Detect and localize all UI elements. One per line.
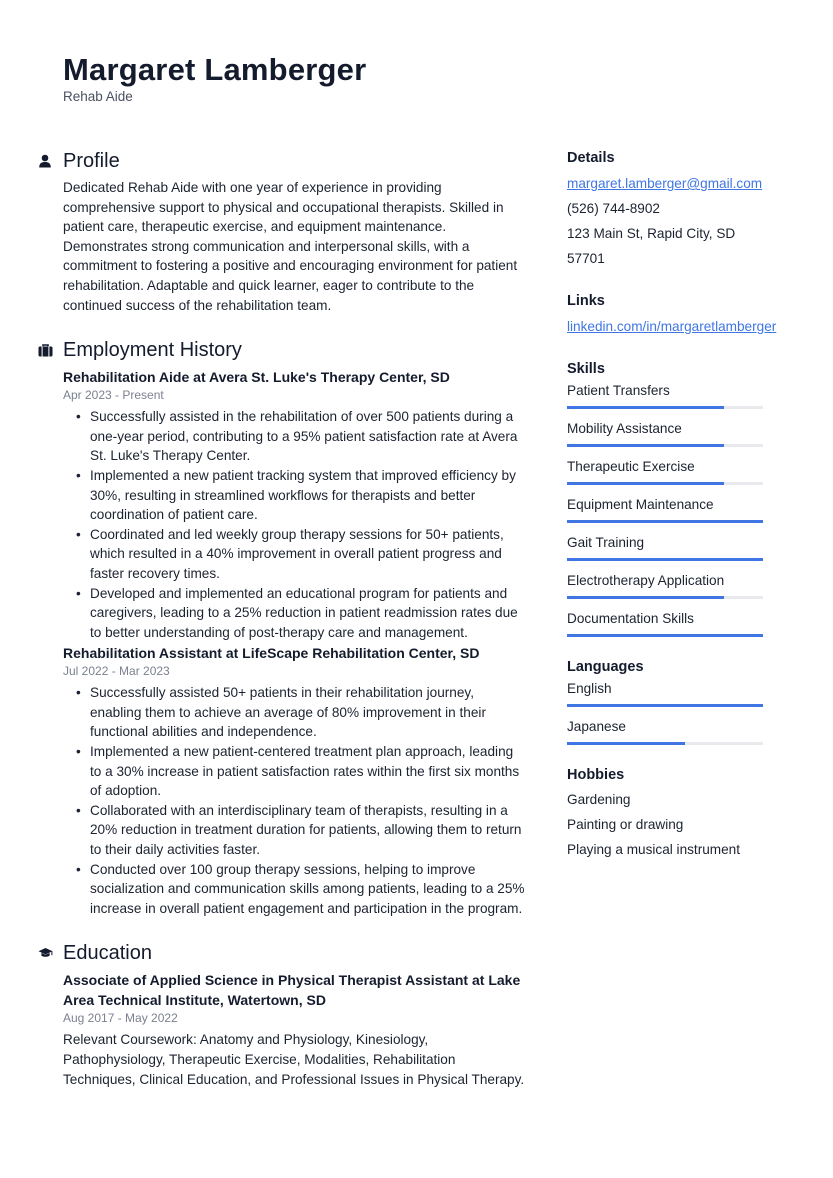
level-bar xyxy=(567,596,763,599)
achievement-item: • Successfully assisted 50+ patients in their rehabilitation journey, enabling them to achieve an average of 80% improvement in their functional abilities and independence. xyxy=(63,683,526,742)
meter-label: Japanese xyxy=(567,719,626,734)
meter-label: Patient Transfers xyxy=(567,383,670,398)
achievement-item: • Implemented a new patient-centered treatment plan approach, leading to a 30% increase in patient satisfaction rates within the first six months of adoption. xyxy=(63,742,526,801)
employment-section xyxy=(38,337,526,918)
profile-heading xyxy=(38,148,526,174)
level-bar-fill xyxy=(567,634,763,637)
hobby-item: Painting or drawing xyxy=(567,817,684,832)
meter-item xyxy=(567,607,767,645)
person-icon xyxy=(38,154,63,168)
profile-title: Profile xyxy=(63,149,120,172)
meter-item xyxy=(567,569,767,607)
job-title: Rehabilitation Aide at Avera St. Luke's Therapy Center, SD xyxy=(63,369,450,386)
level-bar xyxy=(567,742,763,745)
languages-block xyxy=(567,657,767,753)
level-bar-fill xyxy=(567,444,724,447)
job-entry xyxy=(63,367,526,642)
hobby-item: Playing a musical instrument xyxy=(567,842,741,857)
address: 123 Main St, Rapid City, SD 57701 xyxy=(567,226,736,266)
meter-label: English xyxy=(567,681,612,696)
meter-label: Therapeutic Exercise xyxy=(567,459,695,474)
education-title: Education xyxy=(63,941,152,964)
level-bar-fill xyxy=(567,482,724,485)
links-block xyxy=(567,291,777,339)
candidate-role: Rehab Aide xyxy=(63,89,133,104)
hobbies-block xyxy=(567,765,767,862)
achievement-item: • Collaborated with an interdisciplinary team of therapists, resulting in a 20% reduction in treatment duration for patients, allowing them to return to their daily activities faster. xyxy=(63,801,526,860)
languages-title: Languages xyxy=(567,659,644,675)
meter-label: Mobility Assistance xyxy=(567,421,682,436)
meter-item xyxy=(567,417,767,455)
level-bar xyxy=(567,558,763,561)
meter-item xyxy=(567,531,767,569)
briefcase-icon xyxy=(38,344,63,357)
level-bar xyxy=(567,520,763,523)
level-bar xyxy=(567,482,763,485)
skills-title: Skills xyxy=(567,361,605,377)
meter-label: Electrotherapy Application xyxy=(567,573,725,588)
level-bar-fill xyxy=(567,520,763,523)
education-heading xyxy=(38,940,526,966)
languages-list xyxy=(567,677,767,753)
achievement-item: • Coordinated and led weekly group therapy sessions for 50+ patients, which resulted in a 40% improvement in overall patient progress and faster recovery times. xyxy=(63,525,526,584)
job-entry xyxy=(63,643,526,918)
job-dates: Apr 2023 - Present xyxy=(63,388,164,403)
meter-label: Gait Training xyxy=(567,535,645,550)
achievement-item: • Conducted over 100 group therapy sessions, helping to improve socialization and communication skills among patients, leading to a 25% increase in overall patient engagement and participation in the program. xyxy=(63,860,526,919)
level-bar xyxy=(567,704,763,707)
hobbies-title: Hobbies xyxy=(567,767,625,783)
education-dates: Aug 2017 - May 2022 xyxy=(63,1011,178,1026)
job-achievements xyxy=(63,407,526,642)
meter-item xyxy=(567,455,767,493)
graduation-cap-icon xyxy=(38,947,63,959)
meter-item xyxy=(567,379,767,417)
degree-title: Associate of Applied Science in Physical Therapist Assistant at Lake Area Technical Institute, Watertown, SD xyxy=(63,972,521,1009)
skills-list xyxy=(567,379,767,645)
employment-heading xyxy=(38,337,526,363)
jobs-list xyxy=(38,367,526,918)
level-bar-fill xyxy=(567,742,685,745)
education-section xyxy=(38,940,526,1089)
achievement-item: • Successfully assisted in the rehabilitation of over 500 patients during a one-year period, contributing to a 95% patient satisfaction rate at Avera St. Luke's Therapy Center. xyxy=(63,407,526,466)
meter-item xyxy=(567,493,767,531)
meter-label: Documentation Skills xyxy=(567,611,694,626)
job-achievements xyxy=(63,683,526,918)
sidebar xyxy=(567,148,777,882)
achievement-item: • Developed and implemented an educational program for patients and caregivers, leading to a 25% reduction in patient readmission rates due to better understanding of post-therapy care and management. xyxy=(63,584,526,643)
resume-header xyxy=(63,52,366,104)
details-block xyxy=(567,148,767,271)
job-title: Rehabilitation Assistant at LifeScape Rehabilitation Center, SD xyxy=(63,645,480,662)
skills-block xyxy=(567,359,767,645)
phone-number: (526) 744-8902 xyxy=(567,201,660,216)
level-bar-fill xyxy=(567,704,763,707)
job-dates: Jul 2022 - Mar 2023 xyxy=(63,664,170,679)
profile-text: Dedicated Rehab Aide with one year of experience in providing comprehensive support to physical and occupational therapists. Skilled in patient care, therapeutic exercise, and equipment maintenance. Demonstrates strong communication and interpersonal skills, with a commitment to fostering a positive and encouraging environment for patient rehabilitation. Adaptable and quick learner, eager to contribute to the continued success of the rehabilitation team. xyxy=(63,180,518,313)
profile-section xyxy=(38,148,526,315)
meter-item xyxy=(567,715,767,753)
email-link[interactable]: margaret.lamberger@gmail.com xyxy=(567,176,763,191)
meter-label: Equipment Maintenance xyxy=(567,497,714,512)
candidate-name: Margaret Lamberger xyxy=(63,52,367,87)
employment-title: Employment History xyxy=(63,338,242,361)
details-title: Details xyxy=(567,150,615,166)
level-bar-fill xyxy=(567,406,724,409)
education-text: Relevant Coursework: Anatomy and Physiology, Kinesiology, Pathophysiology, Therapeutic Exercise, Modalities, Rehabilitation Techniques, Clinical Education, and Professional Issues in Physical Therapy. xyxy=(63,1032,525,1087)
level-bar-fill xyxy=(567,558,763,561)
level-bar xyxy=(567,406,763,409)
level-bar xyxy=(567,634,763,637)
hobby-item: Gardening xyxy=(567,792,631,807)
linkedin-link[interactable]: linkedin.com/in/margaretlamberger xyxy=(567,319,777,334)
main-column xyxy=(38,148,526,1111)
level-bar-fill xyxy=(567,596,724,599)
links-title: Links xyxy=(567,293,605,309)
meter-item xyxy=(567,677,767,715)
level-bar xyxy=(567,444,763,447)
achievement-item: • Implemented a new patient tracking system that improved efficiency by 30%, resulting in streamlined workflows for therapists and better coordination of patient care. xyxy=(63,466,526,525)
